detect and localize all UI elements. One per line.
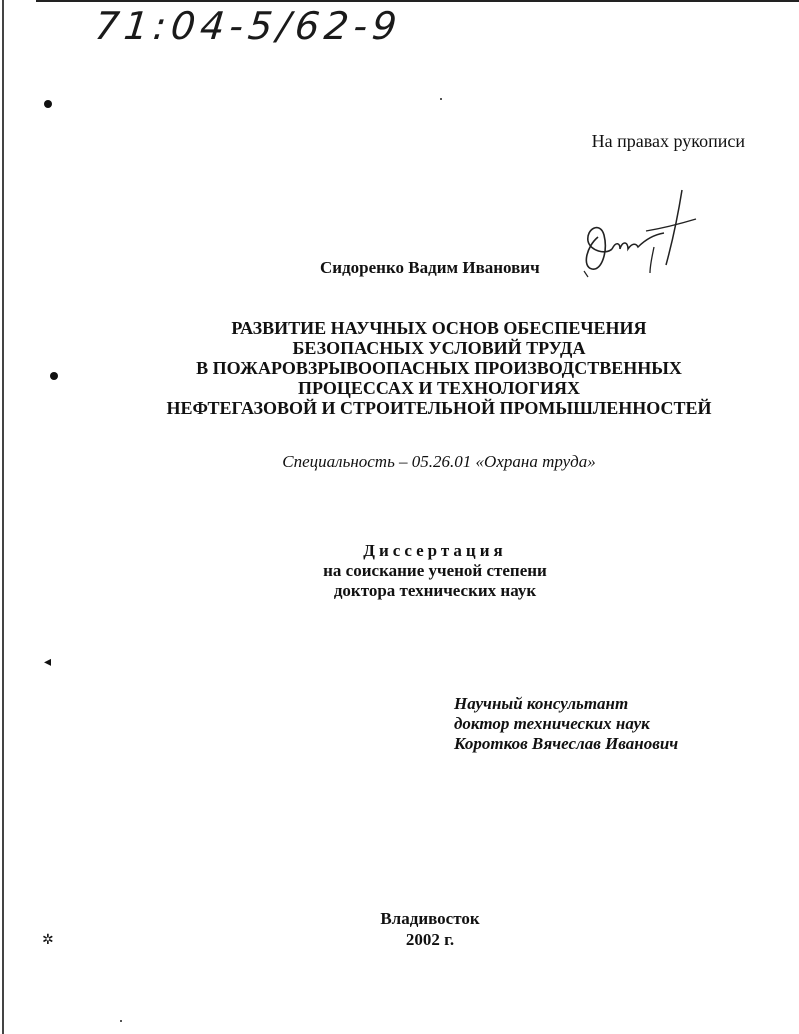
title-line: ПРОЦЕССАХ И ТЕХНОЛОГИЯХ [298, 378, 580, 398]
binding-hole-1 [44, 100, 52, 108]
binding-hole-2 [50, 372, 58, 380]
year: 2002 г. [405, 930, 455, 949]
scan-edge-top [36, 0, 799, 2]
author-name: Сидоренко Вадим Иванович [320, 258, 540, 277]
title-line: БЕЗОПАСНЫХ УСЛОВИЙ ТРУДА [292, 338, 586, 358]
degree-line-1: на соискание ученой степени [323, 561, 547, 580]
city: Владивосток [380, 909, 480, 928]
binding-mark-4: ✲ [42, 932, 54, 948]
dissertation-title [150, 318, 728, 418]
scan-edge-left [2, 0, 4, 1034]
dissertation-heading: Диссертация [363, 541, 507, 560]
scientific-consultant [454, 694, 678, 754]
binding-mark-3: ◂ [44, 654, 52, 670]
handwritten-catalog-code: 71:04-5/62-9 [92, 4, 404, 48]
consultant-degree: доктор технических наук [454, 714, 650, 733]
title-line: НЕФТЕГАЗОВОЙ И СТРОИТЕЛЬНОЙ ПРОМЫШЛЕННОСТЕЙ [166, 398, 712, 418]
author-signature [578, 185, 703, 280]
title-line: В ПОЖАРОВЗРЫВООПАСНЫХ ПРОИЗВОДСТВЕННЫХ [196, 358, 682, 378]
consultant-name: Коротков Вячеслав Иванович [454, 734, 679, 753]
rights-note: На правах рукописи [591, 131, 745, 151]
title-line: РАЗВИТИЕ НАУЧНЫХ ОСНОВ ОБЕСПЕЧЕНИЯ [231, 318, 647, 338]
specialty-line: Специальность – 05.26.01 «Охрана труда» [282, 452, 596, 471]
degree-line-2: доктора технических наук [333, 581, 537, 600]
scan-speck [120, 1020, 122, 1022]
consultant-role: Научный консультант [454, 694, 629, 713]
dissertation-block [230, 541, 640, 601]
scan-speck [440, 98, 442, 100]
place-and-year [330, 908, 530, 950]
